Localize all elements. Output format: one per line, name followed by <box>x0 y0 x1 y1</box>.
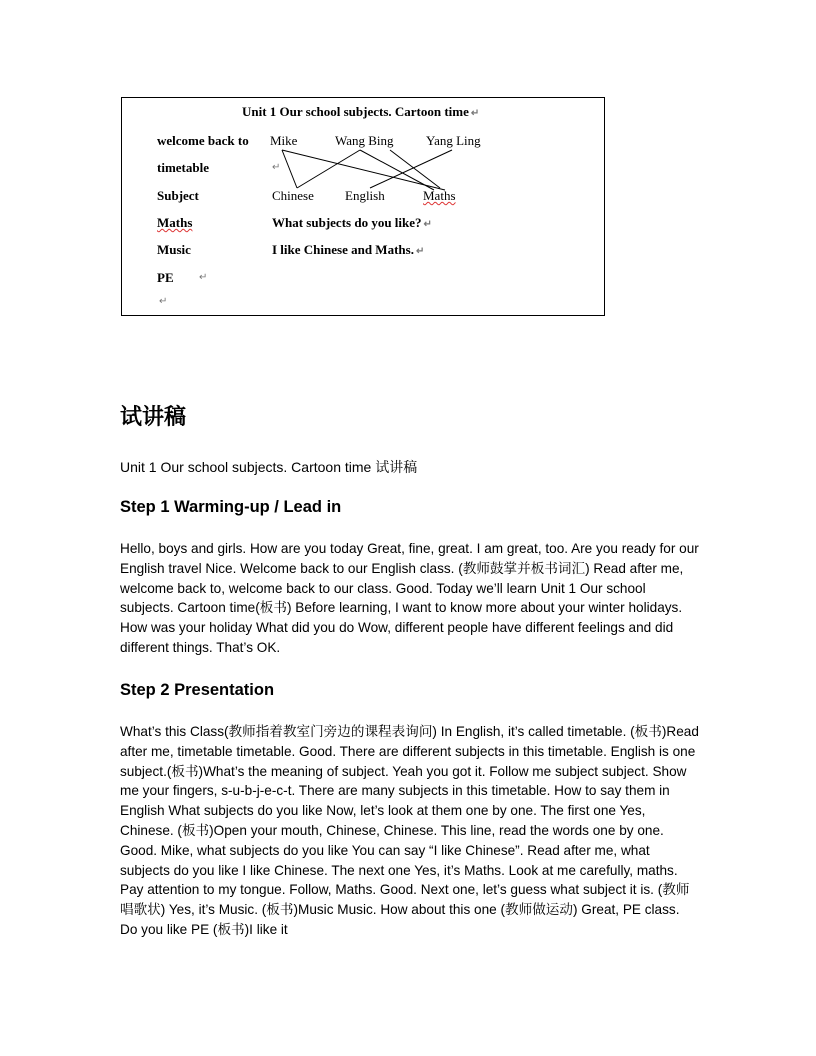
board-answer-text: I like Chinese and Maths. <box>272 242 414 257</box>
paragraph-mark-icon: ↵ <box>159 296 168 307</box>
paragraph-mark-icon: ↵ <box>272 162 281 173</box>
board-word-pe: PE <box>157 270 174 285</box>
board-word-timetable: timetable <box>157 160 209 175</box>
script-subheading: Unit 1 Our school subjects. Cartoon time 试讲稿 <box>120 459 418 475</box>
script-heading: 试讲稿 <box>120 405 187 430</box>
step2-paragraph: What’s this Class(教师指着教室门旁边的课程表询问) In English, it’s called timetable. (板书)Read after me, timetable timetable. Good. There are different subjects in this timetable. English is one subject.(板书)What’s the meaning of subject. Yeah you got it. Follow me subject subject. Show me your fingers, s-u-b-j-e-c-t. There are many subjects in this timetable. How to say them in English What subjects do you like Now, let’s look at them one by one. The first one Yes, Chinese. (板书)Open your mouth, Chinese, Chinese. This line, read the words one by one. Good. Mike, what subjects do you like You can say “I like Chinese”. Read after me, what subjects do you like I like Chinese. The next one Yes, it’s Maths. Look at me carefully, maths. Pay attention to my tongue. Follow, Maths. Good. Next one, let’s guess what subject it is. (教师唱歌状) Yes, it’s Music. (板书)Music Music. How about this one (教师做运动) Great, PE class. Do you like PE (板书)I like it <box>120 724 699 937</box>
board-question-text: What subjects do you like? <box>272 215 422 230</box>
board-subject-english: English <box>345 188 385 203</box>
paragraph-mark-icon: ↵ <box>415 246 425 257</box>
board-word-welcome: welcome back to <box>157 133 249 148</box>
blackboard-design-box <box>121 97 605 316</box>
board-name-mike: Mike <box>270 133 298 148</box>
step2-heading: Step 2 Presentation <box>120 681 275 699</box>
board-subject-maths: Maths <box>423 188 456 203</box>
board-word-maths: Maths <box>157 215 193 230</box>
board-name-yang-ling: Yang Ling <box>426 133 481 148</box>
step1-heading: Step 1 Warming-up / Lead in <box>120 498 342 516</box>
board-word-music: Music <box>157 242 191 257</box>
paragraph-mark-icon: ↵ <box>470 108 480 119</box>
paragraph-mark-icon: ↵ <box>423 219 432 230</box>
board-title-text: Unit 1 Our school subjects. Cartoon time <box>242 104 469 119</box>
match-line-wangbing-maths <box>360 150 434 190</box>
step1-paragraph: Hello, boys and girls. How are you today Great, fine, great. I am great, too. Are you ready for our English travel Nice. Welcome back to our English class. (教师鼓掌并板书词汇) Read after me, welcome back to, welcome back to our class. Good. Today we’ll learn Unit 1 Our school subjects. Cartoon time(板书) Before learning, I want to know more about your winter holidays. How was your holiday What did you do Wow, different people have different feelings and did different things. That’s OK. <box>120 541 699 655</box>
match-line-mike-maths <box>282 150 445 190</box>
board-name-wang-bing: Wang Bing <box>335 133 394 148</box>
paragraph-mark-icon: ↵ <box>199 272 208 283</box>
match-line-mike-chinese <box>282 150 297 188</box>
match-line-yangling-english <box>370 150 452 188</box>
board-word-subject: Subject <box>157 188 199 203</box>
board-subject-chinese: Chinese <box>272 188 314 203</box>
matching-lines <box>122 98 606 317</box>
